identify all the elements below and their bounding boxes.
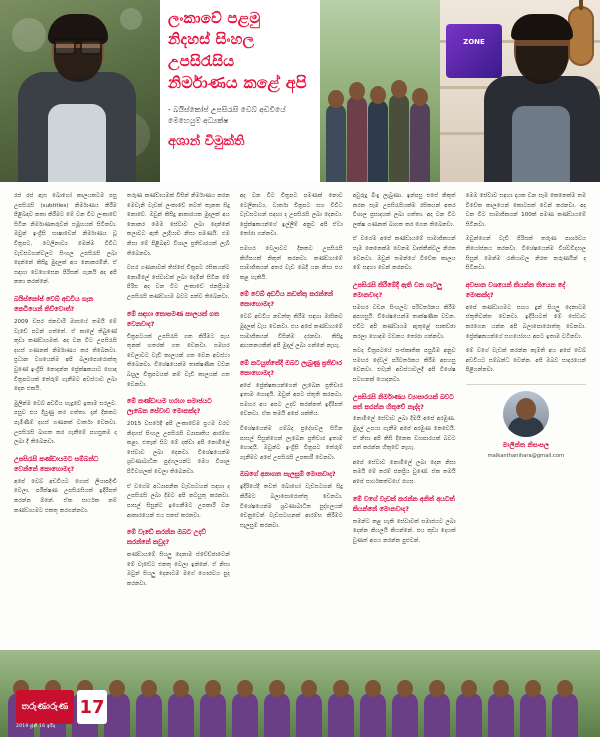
article-column-1 [14, 192, 127, 650]
paragraph: අවුරුදු බිංදු ලැබුණා. ඉන්පසු එසේ නිකුත් කරන සෑම උපසිරැසියක්ම රසිකයන් අතර විශාල ප්‍රසාදයක් ලබා ගත්තා. අද වන විට ලක්ෂ ගණනක් බාගත කර ගෙන තිබෙනවා. [352, 193, 456, 228]
group-person [410, 102, 430, 182]
person-shirt [512, 106, 570, 182]
paragraph: අපේ වෙබ් අඩවියට ගොස් ලියාපදිංචි වෙලා, පරීක්ෂණ උපසිරැසියක් ඉදිරිපත් කරන්න ඕනේ. ඒක සාර්ථක නම් කණ්ඩායමට එකතු කරගන්නවා. [14, 478, 117, 514]
group-person [326, 104, 346, 182]
paragraph: ඒ වගේම අධ්‍යාපනික වැඩසටහන් සඳහා ද උපසිරැසි ලබා දීමට අපි කටයුතු කරනවා. පාසල් සිසුන්ට ඉගෙනීමට උපකාරී වන ආකාරයෙන් එය සකස් කරනවා. [126, 483, 230, 519]
group-person-head [412, 88, 428, 106]
paragraph: රජ රජ ඇස බොහෝ කාලයකටම පසු උපසිරැසි (subtitles) නිර්මාණය කිරීම පිළිබඳව කතා කිරීමට මේ වන විට ලංකාවේ සිටින නිර්මාණකරුවන් සමූහයක් සිටිනවා. ඔවුන් ඉංග්‍රීසි භාෂාවෙන් නිර්මාණය වූ චිත්‍රපට, ටෙලිනාට්‍ය මෙන්ම විවිධ වැඩසටහන්වලට සිංහල උපසිරැසි ලබා දෙන්නේ කිසිදු මුදලක් අය නොකරමිනි. ඒ සඳහා වෙහෙසෙන පිරිසක් ගැනයි අද අපි කතා කරන්නේ. [14, 193, 117, 286]
paragraph: 2009 වසර ජනවාරි මාසයේ තමයි මේ වැඩේ පටන් ගත්තේ. ඒ කාලේ තිබුණේ කුඩා කණ්ඩායමක්. අද වන විට උපසිරැසි දහස් ගණනක් නිර්මාණය කර තිබෙනවා. ප්‍රධාන වශයෙන්ම අපි බලාපොරොත්තු වුණේ ඉංග්‍රීසි නොදන්න ප්‍රේක්ෂකයාට හොඳ චිත්‍රපටයක් තේරුම් ගැනීමට අවස්ථාව ලබා දෙන එකයි. [14, 318, 117, 393]
question-heading: මේ සඳහා කොපමණ කාලයක් ගත වෙනවාද? [126, 309, 220, 328]
paragraph: මුලින්ම වෙබ් අඩවිය හැදුවේ ඉතාම සරලව. පසුව එය දියුණු කර ගත්තා. දැන් දිනකට පැමිණීම් දහස් ගණනක් වාර්තා වෙනවා. උපසිරැසි බාගත කර ගැනීමේ පහසුකම ද ලබා දී තිබෙනවා. [14, 400, 117, 446]
question-heading: උපසිරැසි කණ්ඩායමට සම්බන්ධ වෙන්නේ කොහොමද? [14, 454, 99, 473]
paragraph: මෙම සේවාව සඳහා දායක වන සෑම කෙනෙක්ම තම විවේක කාලයෙන් කොටසක් වෙන් කරනවා. අද වන විට සාමාජිකයන් 100ක් පමණ කණ්ඩායමේ සිටිනවා. [465, 193, 586, 228]
page-number: 17 [77, 690, 107, 724]
header-photo-band [0, 0, 600, 182]
article-column-3 [240, 192, 353, 650]
avatar-body [508, 417, 544, 437]
footer-photo-strip [0, 650, 600, 737]
group-person [389, 94, 409, 182]
photo-right [440, 0, 600, 182]
photo-group [320, 0, 440, 182]
headline-line-3: උපසිරැසිය [168, 51, 235, 70]
paragraph: තවද චිත්‍රපටයේ සංස්කෘතික පසුබිම අනුව සමහර දේවල් පරිවර්තනය කිරීම අපහසු වෙනවා. එවැනි අවස්ථාවලදී අපි විශේෂ සටහනක් යොදනවා. [352, 348, 456, 383]
photo-left [0, 0, 160, 182]
question-heading: අවසාන වශයෙන් කියන්න තියෙන දේ මොකක්ද? [465, 280, 565, 299]
paragraph: විශේෂයෙන්ම ගම්බද ප්‍රදේශවල සිටින පාසල් සිසුන්ගෙන් ලැබෙන ප්‍රතිචාර ඉතාම හොඳයි. ඔවුන්ට ඉංග්‍රීසි චිත්‍රපට තේරුම් ගැනීමට අපේ උපසිරැසි උපකාරී වෙනවා. [239, 426, 343, 461]
paragraph: ඉදිරියේදී තවත් බොහෝ වැඩසටහන් සිදු කිරීමට බලාපොරොත්තු වෙනවා. විශේෂයෙන්ම ශ්‍රවණාබාධිත පුද්ගලයන් වෙනුවෙන් වැඩසටහනක් ආරම්භ කිරීමට සැලසුම් කරනවා. [239, 484, 343, 529]
paragraph: අද වන විට චිත්‍රපට පමණක් නොව ටෙලිනාට්‍ය, වාර්තා චිත්‍රපට සහ විවිධ වැඩසටහන් සඳහා ද උපසිරැසි ලබා දෙනවා. ප්‍රේක්ෂකයන්ගේ ඉල්ලීම් අනුව අපි ඒවා තෝරා ගන්නවා. [239, 193, 343, 238]
paragraph: නොමිලේ සේවාව ලබා දීමයි අපේ අරමුණ. මුදල් උපයා ගැනීම අපේ අරමුණ නෙවෙයි. ඒ නිසා අපි කිසි දිනෙක ව්‍යාපාරයක් බවට පත් කරන්න හිතුවේ නැහැ. [352, 416, 456, 452]
paragraph: සමහර වෙලාවට දිනකට උපසිරැසි කිහිපයක් නිකුත් කරනවා. කණ්ඩායමේ සාමාජිකයන් අතර වැඩ බෙදී යන නිසා එය කළ හැකියි. [239, 246, 343, 281]
paragraph: අපේ කණ්ඩායමට සහය දුන් සියලු දෙනාටම ස්තූතිවන්ත වෙනවා. ඉදිරියටත් මේ සේවාව කරගෙන යන්න අපි බලාපොරොත්තු වෙනවා. ප්‍රේක්ෂකයන්ගේ සහයෝගය අපට ඉතාම වටිනවා. [465, 304, 586, 340]
question-heading: මේ කණ්ඩායම හරහා සමාජයට ලැබෙන සේවාව මොකක්ද? [126, 397, 212, 416]
person-hair [511, 14, 573, 40]
group-person-head [391, 80, 407, 98]
paragraph: ඒ වගේම අපේ කණ්ඩායමේ සාමාජිකයන් සෑම කෙනෙක්ම වෙනම වෘත්තීන්වල නිරත වෙනවා. ඔවුන් තමන්ගේ විවේක කාලය මේ සඳහා වෙන් කරනවා. [352, 236, 456, 272]
person-shirt [48, 104, 106, 182]
paragraph: ඔවුන්ගෙන් වැඩි පිරිසක් තරුණ පාර්ශවය නියෝජනය කරනවා. විශේෂයෙන්ම විශ්වවිද්‍යාල සිසුන් මෙන්ම රැකියාවල නිරත තරුණයින් ද සිටිනවා. [465, 236, 586, 272]
zone-brand-panel: ZONE [446, 24, 502, 78]
interviewee-name: අශාන් විමුක්ති [168, 134, 245, 150]
group-person-head [328, 90, 344, 108]
glasses-icon [54, 38, 102, 51]
article-column-2 [127, 192, 240, 650]
question-heading: මේ වගේ වැඩක් කරන්න අනිත් අයටත් කියන්නේ මොනවාද? [352, 494, 455, 513]
question-heading: මේ වෙබ් අඩවිය නඩත්තු කරන්නේ කොහොමද? [239, 290, 334, 309]
question-heading: මේ වැඩේ කරන්න ඔබට උදව් කරන්නේ කවුද? [126, 528, 206, 547]
paragraph: අපේ සේවාව නොමිලේ ලබා දෙන නිසා තමයි මේ තරම් ජනප්‍රිය වුණේ. ඒක තමයි අපේ සාර්ථකත්වයේ රහස. [352, 459, 456, 486]
question-heading: උපසිරැසි කිරීමේදී ඇති වන ගැටලු මොනවාද? [352, 280, 442, 299]
paragraph: 2015 වසරේදී අපි ලංකාවේම ප්‍රථම වරට නිදහස් සිංහල උපසිරැසි ව්‍යාපෘතිය ආරම්භ කළා. එතැන් සිට මේ දක්වා අපි නොමිලේ සේවාව ලබා දෙනවා. විශේෂයෙන්ම ශ්‍රවණාබාධිත පුද්ගලයන්ට මෙය විශාල පිටිවහලක් වෙලා තිබෙනවා. [126, 421, 230, 476]
question-heading: මේ කටයුත්තේදී ඔබට ලැබුණු ප්‍රතිචාර කොහොමද? [239, 358, 342, 377]
group-person [368, 100, 388, 182]
article-column-4 [353, 192, 466, 650]
masthead-logo: තරුණාරුණ [16, 690, 74, 724]
paragraph: කණ්ඩායමේ සියලු දෙනාම ස්වේච්ඡාවෙන් මේ වැඩේට එකතු වෙලා ඉන්නේ. ඒ නිසා ඔවුන් සියලු දෙනාටම මගේ ගෞරවය පුද කරනවා. [126, 551, 230, 587]
headline-block [160, 0, 320, 182]
question-heading: ඔබගේ අනාගත සැලසුම් මොනවාද? [239, 470, 336, 479]
paragraph: චිත්‍රපටයක් උපසිරැසි ගත කිරීමට පැය තුනක් හතරක් ගත වෙනවා. සමහර වෙලාවට වැඩි කාලයක් ගත වෙන අවස්ථා තිබෙනවා. විශේෂයෙන්ම තාක්ෂණික වචන බහුල චිත්‍රපටයක් නම් වැඩි කාලයක් ගත වෙනවා. [126, 333, 230, 388]
person-figure [18, 14, 136, 182]
avatar-head [516, 398, 536, 420]
person-figure [484, 16, 600, 182]
paragraph: තරුණ කණ්ඩායමක් විසින් නිර්මාණය කරන මෙවැනි වැඩක් ලංකාවේ තවත් තැනක සිදු නොවේ. ඔවුන් කිසිදු ආකාරයක මුදලක් අය නොකර මෙම සේවාව ලබා දෙන්නේ කලාවට ඇති ලැදියාව නිසා පමණයි. එම නිසා මේ පිළිබඳව විශාල ප්‍රතිචාරයක් ලැබී තිබෙනවා. [126, 193, 230, 257]
author-box [466, 384, 586, 459]
page-badge [16, 687, 108, 727]
group-person-head [349, 82, 365, 100]
question-heading: උපසිරැසි නිර්මාණය ව්‍යාපාරයක් බවට පත් කරන්න හිතුවේ නැද්ද? [352, 392, 454, 411]
article-columns [0, 182, 600, 650]
paragraph: තමන්ට කළ හැකි සේවාවක් සමාජයට ලබා දෙන්න කියලයි කියන්නේ. එය කුඩා දෙයක් වුණත් අගය කරන්න පුළුවන්. [352, 518, 456, 544]
author-name: මාලින්ත නිසංසල [502, 440, 550, 449]
paragraph: වෙබ් අඩවිය නඩත්තු කිරීම සඳහා මාසිකව මුදලක් වැය වෙනවා. එය අපේ කණ්ඩායමේ සාමාජිකයන් විසින්ම දරනවා. කිසිදු ආයතනයකින් අපි මුදල් ලබා ගන්නේ නැහැ. [239, 314, 343, 350]
headline-line-4: නිර්මාණය කළේ අපි [168, 72, 307, 92]
group-person-head [370, 86, 386, 104]
headline-line-1: ලංකාවේ පළමු [168, 9, 261, 27]
headline-subdeck: - බයිස්කෝප් උපසිරැසි වෙබ් අඩවියේ මෙහෙයුම් අධ්‍යක්ෂ [168, 104, 286, 125]
paragraph: සමහර වචන සිංහලට පරිවර්තනය කිරීම අපහසුයි. විශේෂයෙන්ම තාක්ෂණික වචන. එවිට අපි කණ්ඩායම ඇතුළේ සාකච්ඡා කරලා හොඳම වචනය තෝරා ගන්නවා. [352, 304, 456, 340]
question-heading: බයිස්කෝප් වෙබ් අඩවිය ගැන කෙටියෙන් කිව්වොත්? [14, 295, 94, 314]
paragraph: වසර ගණනාවක් තිස්සේ චිත්‍රපට රසිකයන්ට නොමිලේ සේවාවක් ලබා දෙමින් සිටින මේ පිරිස අද වන විට ලංකාවේ ජනප්‍රියම උපසිරැසි කණ්ඩායම බවට පත්ව තිබෙනවා. [126, 265, 230, 301]
group-person [347, 96, 367, 182]
issue-date: 2019 ජූනි 16 ඉරිදා [16, 724, 56, 729]
paragraph: අපේ ප්‍රේක්ෂකයන්ගෙන් ලැබෙන ප්‍රතිචාර ඉතාම හොඳයි. ඔවුන් අපට ස්තූති කරනවා. සමහර අය අපට උදව් කරන්නත් ඉදිරිපත් වෙනවා. ඒක තමයි අපේ ශක්තිය. [239, 382, 343, 418]
headline-line-2: නිදහස් සිංහල [168, 30, 255, 49]
author-email[interactable]: malkanthanihara@gmail.com [487, 453, 564, 460]
article-column-5 [466, 192, 586, 650]
paragraph: මේ වගේ වැඩක් කරන්න කැමති අය අපේ වෙබ් අඩවියට සම්බන්ධ වෙන්න. අපි ඔබව සාදරයෙන් පිළිගන්නවා. [465, 348, 586, 374]
author-avatar [503, 391, 549, 437]
